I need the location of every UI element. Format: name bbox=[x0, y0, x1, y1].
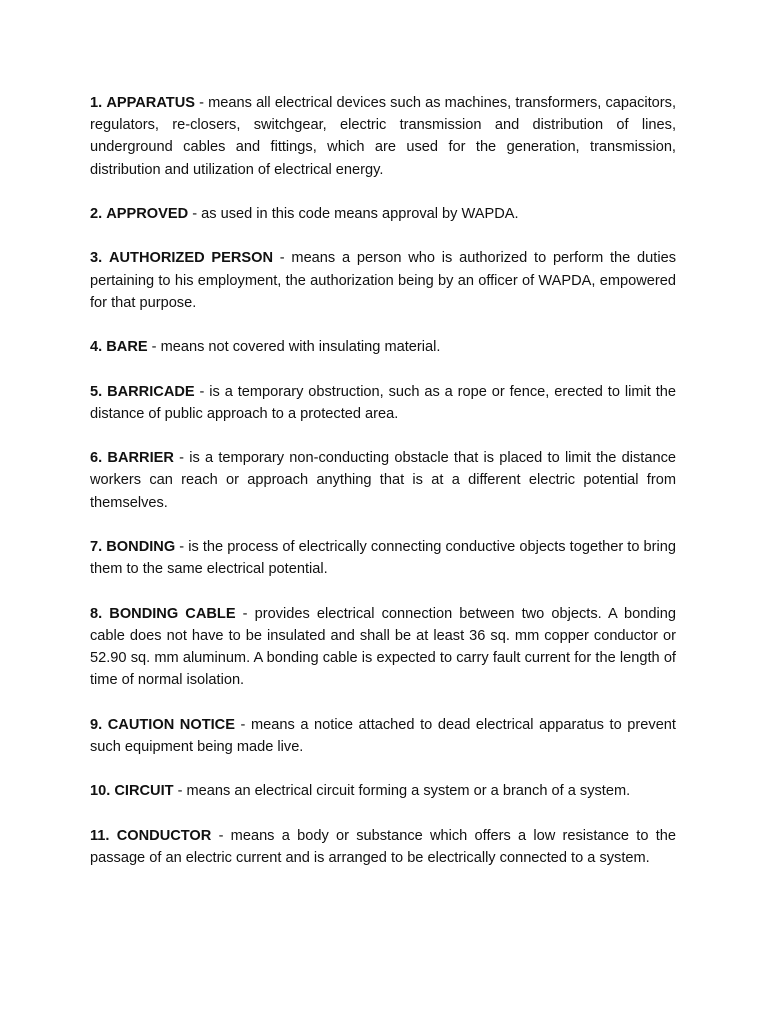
definition-term: APPROVED bbox=[106, 206, 189, 222]
definition-item bbox=[90, 381, 676, 425]
definition-text: - means a body or substance which offers a low resistance to the passage of an electric current and is arranged to be electrically connected to a system. bbox=[90, 827, 676, 866]
definition-text: - is a temporary obstruction, such as a rope or fence, erected to limit the distance of public approach to a protected area. bbox=[90, 383, 676, 422]
definition-text: - is the process of electrically connecting conductive objects together to bring them to the same electrical potential. bbox=[90, 538, 676, 578]
definition-text: - as used in this code means approval by WAPDA. bbox=[188, 206, 519, 222]
definition-number: 1. bbox=[90, 95, 103, 111]
definition-item bbox=[90, 247, 676, 314]
definition-number: 11. bbox=[90, 827, 110, 844]
document-page bbox=[90, 92, 676, 891]
definition-term: CAUTION NOTICE bbox=[107, 716, 235, 733]
definition-item bbox=[90, 825, 676, 869]
definition-term: CONDUCTOR bbox=[116, 827, 212, 844]
definition-text: - is a temporary non-conducting obstacle that is placed to limit the distance workers can reach or approach anything that is at a different electric potential from themselves. bbox=[90, 450, 676, 511]
definition-number: 7. bbox=[90, 538, 103, 555]
definition-item bbox=[90, 780, 676, 802]
definition-text: - means not covered with insulating material. bbox=[147, 339, 441, 356]
definition-text: - means all electrical devices such as machines, transformers, capacitors, regulators, re-closers, switchgear, electric transmission and distribution of lines, underground cables and fittings, which are used for the generation, transmission, distribution and utilization of electrical energy. bbox=[90, 95, 677, 178]
definition-number: 5. bbox=[90, 383, 103, 400]
definition-item bbox=[90, 536, 676, 580]
definition-text: - means a notice attached to dead electrical apparatus to prevent such equipment being made live. bbox=[90, 716, 676, 755]
definition-number: 6. bbox=[90, 450, 103, 467]
definition-text: - provides electrical connection between two objects. A bonding cable does not have to be insulated and shall be at least 36 sq. mm copper conductor or 52.90 sq. mm aluminum. A bonding cable is expected to carry fault current for the length of time of normal isolation. bbox=[90, 605, 676, 689]
definition-term: BARRICADE bbox=[107, 383, 195, 400]
definition-item bbox=[90, 92, 676, 181]
definition-item bbox=[90, 714, 676, 758]
definition-item bbox=[90, 203, 676, 225]
definition-term: BARE bbox=[106, 339, 148, 356]
definition-number: 4. bbox=[90, 339, 103, 356]
definition-number: 2. bbox=[90, 206, 103, 222]
definition-item bbox=[90, 603, 676, 692]
definition-number: 8. bbox=[90, 605, 103, 622]
definition-term: BONDING bbox=[106, 538, 176, 555]
definition-term: APPARATUS bbox=[106, 95, 195, 111]
definition-item bbox=[90, 336, 676, 358]
definition-number: 9. bbox=[90, 716, 103, 733]
definition-number: 3. bbox=[90, 250, 103, 267]
definition-term: BARRIER bbox=[107, 450, 174, 467]
definition-text: - means an electrical circuit forming a system or a branch of a system. bbox=[173, 783, 631, 800]
definition-item bbox=[90, 447, 676, 514]
definition-text: - means a person who is authorized to perform the duties pertaining to his employment, the authorization being by an officer of WAPDA, empowered for that purpose. bbox=[90, 250, 676, 311]
definition-term: BONDING CABLE bbox=[109, 605, 236, 622]
definition-number: 10. bbox=[90, 783, 111, 800]
definition-term: CIRCUIT bbox=[114, 783, 174, 800]
definition-term: AUTHORIZED PERSON bbox=[108, 250, 274, 267]
